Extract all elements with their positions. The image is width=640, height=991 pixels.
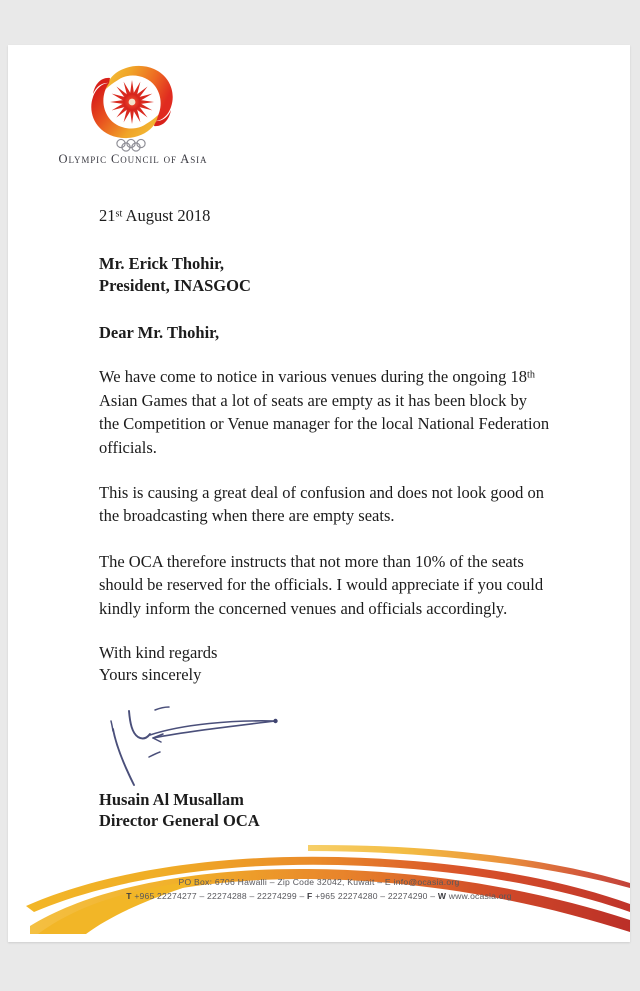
handwritten-signature-icon (103, 693, 333, 789)
closing-line-1: With kind regards (99, 643, 218, 663)
footer-contact-info (8, 876, 630, 904)
letter-date-ordinal: st (115, 208, 123, 220)
addressee-name: Mr. Erick Thohir, (99, 254, 224, 274)
letter-date-day: 21 (99, 206, 116, 225)
paragraph-1-part-b: Asian Games that a lot of seats are empty as it has been block by the Competition or Venue manager for the local National Federation officials. (99, 390, 550, 457)
closing-line-2: Yours sincerely (99, 665, 202, 685)
web-label: W (437, 890, 447, 901)
fax-label: F (307, 890, 313, 901)
addressee-title: President, INASGOC (99, 276, 251, 296)
olympic-rings-icon (113, 137, 149, 153)
letter-paragraph-3: The OCA therefore instructs that not more than 10% of the seats should be reserved for the officials. I would appreciate if you could kindly inform the concerned venues and officials accordingly. (99, 551, 544, 618)
oca-sun-swirl-logo-icon (76, 59, 188, 145)
footer-address-line: PO Box: 6706 Hawalli – Zip Code 32042, Kuwait – E info@ocasia.org (178, 877, 460, 887)
oca-wordmark: Olympic Council of Asia (58, 152, 208, 166)
letter-body (99, 205, 551, 832)
signoff-block (99, 789, 551, 833)
addressee-block (99, 253, 551, 297)
letter-paragraph-2: This is causing a great deal of confusion and does not look good on the broadcasting when there are empty seats. (99, 482, 544, 526)
footer-phone-line (8, 890, 630, 904)
signer-name: Husain Al Musallam (99, 789, 244, 809)
website-url: www.ocasia.org (448, 890, 512, 901)
fax-numbers: +965 22274280 – 22274290 – (315, 890, 436, 901)
closing-block (99, 642, 551, 687)
letter-date (99, 205, 551, 227)
letter-paragraph-1 (99, 365, 551, 459)
phone-numbers: +965 22274277 – 22274288 – 22274299 – (134, 890, 305, 901)
phone-label: T (126, 890, 132, 901)
paragraph-1-part-a: We have come to notice in various venues during the ongoing 18 (99, 367, 528, 387)
letter-sheet (8, 45, 630, 942)
letter-date-rest: August 2018 (122, 206, 211, 225)
paragraph-1-superscript: th (527, 369, 535, 381)
salutation: Dear Mr. Thohir, (99, 322, 220, 342)
letterhead (28, 55, 238, 180)
signer-title: Director General OCA (99, 811, 260, 831)
letter-footer (8, 842, 630, 942)
